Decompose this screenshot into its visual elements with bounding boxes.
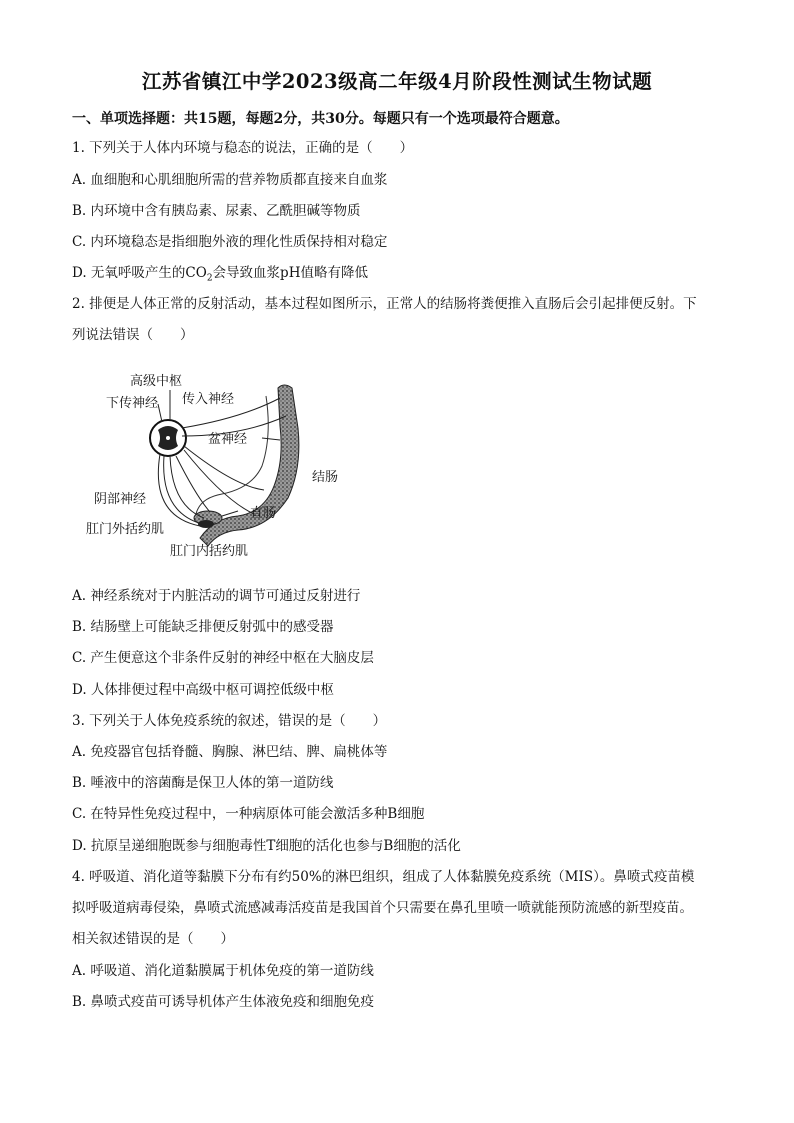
q2-stem-line2: 列说法错误（ ） <box>72 327 194 343</box>
label-colon: 结肠 <box>312 470 339 485</box>
q1-option-c: C. 内环境稳态是指细胞外液的理化性质保持相对稳定 <box>72 234 388 250</box>
label-descending-nerve: 下传神经 <box>106 396 159 411</box>
q3-option-c: C. 在特异性免疫过程中，一种病原体可能会激活多种B细胞 <box>72 806 425 822</box>
q4-option-a: A. 呼吸道、消化道黏膜属于机体免疫的第一道防线 <box>72 963 374 979</box>
label-internal-sphincter: 肛门内括约肌 <box>170 544 249 559</box>
q1-option-d-post: 会导致血浆pH值略有降低 <box>212 265 368 281</box>
q2-option-a: A. 神经系统对于内脏活动的调节可通过反射进行 <box>72 588 361 604</box>
q1-option-a: A. 血细胞和心肌细胞所需的营养物质都直接来自血浆 <box>72 172 388 188</box>
q2-stem-line1: 2. 排便是人体正常的反射活动，基本过程如图所示，正常人的结肠将粪便推入直肠后会引起排便反射。下 <box>72 296 697 312</box>
q4-stem-line3: 相关叙述错误的是（ ） <box>72 931 234 947</box>
q3-option-b: B. 唾液中的溶菌酶是保卫人体的第一道防线 <box>72 775 334 791</box>
label-pelvic-nerve: 盆神经 <box>208 432 248 447</box>
page-title: 江苏省镇江中学2023级高二年级4月阶段性测试生物试题 <box>141 70 653 93</box>
q2-option-b: B. 结肠壁上可能缺乏排便反射弧中的感受器 <box>72 619 334 635</box>
q3-stem: 3. 下列关于人体免疫系统的叙述，错误的是（ ） <box>72 713 387 729</box>
label-pudendal-nerve: 阴部神经 <box>94 492 147 507</box>
q1-option-d-sub: 2 <box>206 273 213 284</box>
q4-option-b: B. 鼻喷式疫苗可诱导机体产生体液免疫和细胞免疫 <box>72 994 375 1010</box>
section-heading: 一、单项选择题：共15题，每题2分，共30分。每题只有一个选项最符合题意。 <box>72 111 569 127</box>
label-rectum: 直肠 <box>250 506 277 521</box>
label-high-center: 高级中枢 <box>130 374 183 389</box>
label-afferent-nerve: 传入神经 <box>182 392 235 407</box>
q2-option-d: D. 人体排便过程中高级中枢可调控低级中枢 <box>72 682 334 698</box>
q4-stem-line2: 拟呼吸道病毒侵染，鼻喷式流感减毒活疫苗是我国首个只需要在鼻孔里喷一喷就能预防流感的新型疫苗。 <box>72 900 693 916</box>
q1-option-d <box>72 263 368 289</box>
q1-option-b: B. 内环境中含有胰岛素、尿素、乙酰胆碱等物质 <box>72 203 361 219</box>
defecation-reflex-diagram <box>86 366 360 566</box>
q2-option-c: C. 产生便意这个非条件反射的神经中枢在大脑皮层 <box>72 650 374 666</box>
label-external-sphincter: 肛门外括约肌 <box>86 522 165 537</box>
q1-option-d-pre: D. 无氧呼吸产生的CO <box>72 265 207 281</box>
q3-option-d: D. 抗原呈递细胞既参与细胞毒性T细胞的活化也参与B细胞的活化 <box>72 838 461 854</box>
q3-option-a: A. 免疫器官包括脊髓、胸腺、淋巴结、脾、扁桃体等 <box>72 744 388 760</box>
q1-stem: 1. 下列关于人体内环境与稳态的说法，正确的是（ ） <box>72 140 414 156</box>
q4-stem-line1: 4. 呼吸道、消化道等黏膜下分布有约50%的淋巴组织，组成了人体黏膜免疫系统（MIS）。鼻喷式疫苗模 <box>72 869 695 885</box>
